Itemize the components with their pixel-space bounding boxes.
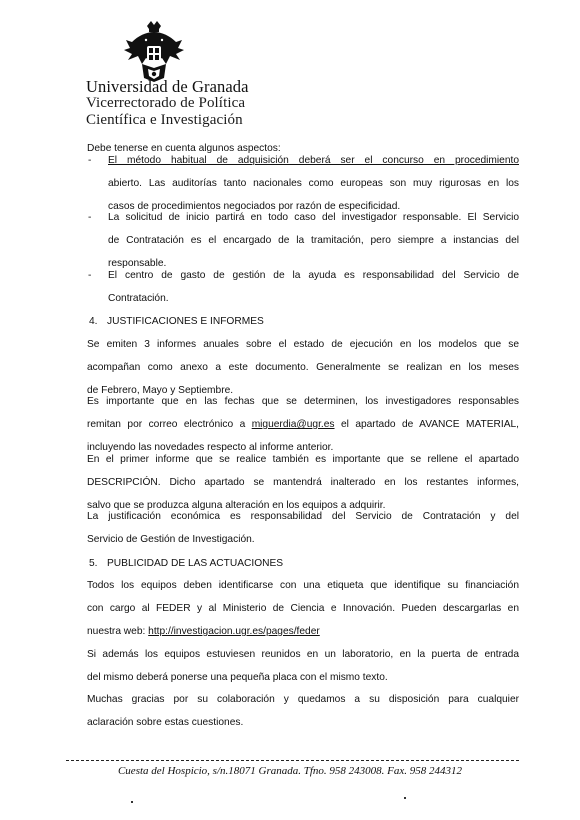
paragraph-line: de Febrero, Mayo y Septiembre. [87, 384, 234, 396]
paragraph-line: salvo que se produzca alguna alteración en los equipos a adquirir. [87, 499, 386, 511]
paragraph-line: DESCRIPCIÓN. Dicho apartado se mantendrá inalterado en los restantes informes, [87, 476, 519, 488]
document-body [87, 143, 519, 729]
section-5-heading [87, 558, 519, 570]
paragraph [87, 454, 519, 512]
footer-address: Cuesta del Hospicio, s/n.18071 Granada. Tfno. 958 243008. Fax. 958 244312 [117, 765, 463, 777]
paragraph-line: con cargo al FEDER y al Ministerio de Ciencia e Innovación. Pueden descargarlas en [87, 603, 519, 614]
paragraph-line: Es importante que en las fechas que se determinen, los investigadores responsables [87, 396, 519, 407]
paragraph [87, 511, 519, 546]
list-item-line: abierto. Las auditorías tanto nacionales como europeas son muy rigurosas en los [108, 177, 519, 189]
list-item-line: La solicitud de inicio partirá en todo caso del investigador responsable. El Servicio [108, 212, 519, 223]
paragraph-line: La justificación económica es responsabilidad del Servicio de Contratación y del [87, 511, 519, 522]
paragraph-line: Si además los equipos estuviesen reunidos en un laboratorio, en la puerta de entrada [87, 648, 519, 660]
section-number: 5. [89, 557, 98, 569]
email-link[interactable]: miguerdia@ugr.es [251, 419, 335, 430]
paragraph [87, 649, 519, 684]
list-item-line: Contratación. [108, 292, 169, 304]
feder-page-link[interactable]: http://investigacion.ugr.es/pages/feder [148, 626, 320, 637]
paragraph-line: acompañan como anexo a este documento. Generalmente se realizan en los meses [87, 361, 519, 373]
office-name-line-2: Científica e Investigación [86, 112, 243, 128]
list-item [87, 155, 519, 213]
office-name-line-1: Vicerrectorado de Política [86, 95, 246, 111]
paragraph-line: remitan por correo electrónico a miguerdia@ugr.es el apartado de AVANCE MATERIAL, [87, 419, 520, 430]
footer-divider [66, 760, 519, 761]
list-item [87, 270, 519, 305]
university-name: Universidad de Granada [86, 77, 249, 96]
letterhead [86, 78, 249, 129]
list-item-line: responsable. [108, 258, 167, 269]
university-crest-logo [118, 20, 190, 84]
list-item-line: El centro de gasto de gestión de la ayuda es responsabilidad del Servicio de [108, 269, 519, 281]
list-item-line: de Contratación es el encargado de la tramitación, pero siempre a instancias del [108, 235, 519, 246]
paragraph-line: nuestra web: http://investigacion.ugr.es/pages/feder [87, 626, 320, 637]
section-title: JUSTIFICACIONES E INFORMES [107, 316, 264, 327]
paragraph [87, 339, 519, 397]
paragraph-line: del mismo deberá ponerse una pequeña placa con el mismo texto. [87, 671, 388, 683]
intro-text: Debe tenerse en cuenta algunos aspectos: [87, 143, 281, 154]
paragraph-line: Muchas gracias por su colaboración y quedamos a su disposición para cualquier [87, 694, 519, 705]
paragraph [87, 396, 519, 454]
section-title: PUBLICIDAD DE LAS ACTUACIONES [107, 557, 284, 569]
paragraph-line: Todos los equipos deben identificarse con una etiqueta que identifique su financiación [87, 580, 519, 591]
paragraph-line: Se emiten 3 informes anuales sobre el estado de ejecución en los modelos que se [87, 338, 519, 350]
paragraph-line: En el primer informe que se realice también es importante que se rellene el apartado [87, 453, 519, 465]
dash-bullet: - [88, 212, 92, 223]
scan-speck [404, 797, 406, 799]
section-4-heading [87, 316, 519, 328]
requirements-list [87, 155, 519, 305]
paragraph-line: Servicio de Gestión de Investigación. [87, 534, 255, 545]
list-item [87, 212, 519, 270]
paragraph-line: incluyendo las novedades respecto al informe anterior. [87, 442, 334, 453]
scan-speck [131, 801, 133, 803]
paragraph [87, 694, 519, 729]
dash-bullet: - [88, 154, 92, 166]
paragraph-line: aclaración sobre estas cuestiones. [87, 717, 244, 728]
list-item-line: casos de procedimientos negociados por razón de especificidad. [108, 200, 401, 212]
paragraph [87, 580, 519, 638]
dash-bullet: - [88, 269, 92, 281]
section-number: 4. [89, 316, 98, 327]
list-item-line: El método habitual de adquisición deberá ser el concurso en procedimiento [108, 154, 519, 166]
